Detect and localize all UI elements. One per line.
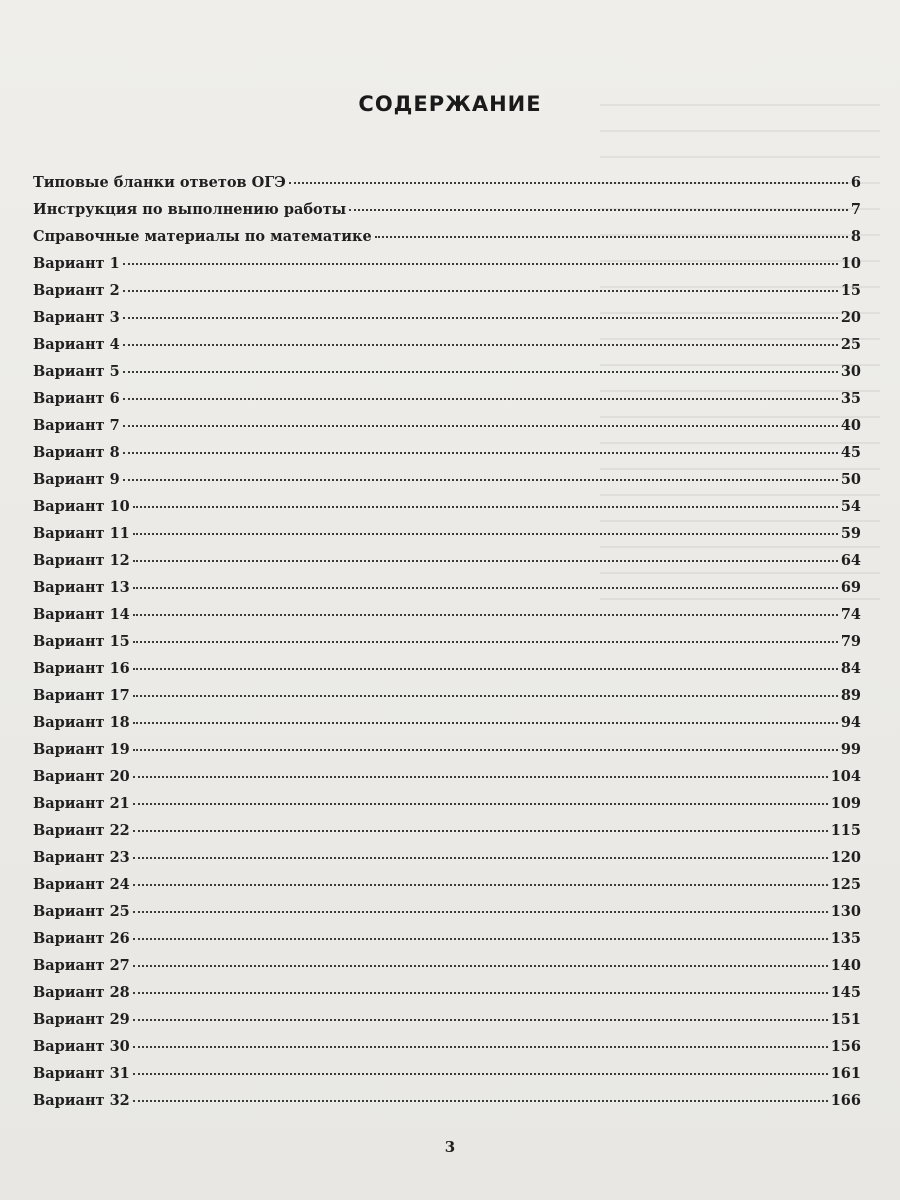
toc-entry-page: 79 xyxy=(840,633,861,650)
toc-entry-label: Вариант 27 xyxy=(33,957,130,974)
toc-entry-label: Вариант 3 xyxy=(33,309,120,326)
toc-entry xyxy=(33,903,861,930)
toc-entry-label: Вариант 12 xyxy=(33,552,130,569)
toc-entry xyxy=(33,984,861,1011)
toc-entry-page: 84 xyxy=(840,660,861,677)
toc-entry-label: Вариант 7 xyxy=(33,417,120,434)
toc-entry-label: Вариант 21 xyxy=(33,795,130,812)
toc-entry-label: Вариант 31 xyxy=(33,1065,130,1082)
toc-entry xyxy=(33,444,861,471)
toc-entry-label: Вариант 4 xyxy=(33,336,120,353)
toc-entry-label: Вариант 6 xyxy=(33,390,120,407)
toc-entry-label: Вариант 25 xyxy=(33,903,130,920)
toc-entry-label: Вариант 9 xyxy=(33,471,120,488)
toc-dot-leader xyxy=(133,1046,828,1048)
toc-entry-page: 69 xyxy=(840,579,861,596)
toc-dot-leader xyxy=(123,479,838,481)
toc-dot-leader xyxy=(133,695,838,697)
toc-dot-leader xyxy=(133,614,838,616)
toc-dot-leader xyxy=(133,857,828,859)
toc-entry xyxy=(33,768,861,795)
toc-entry xyxy=(33,525,861,552)
toc-entry-page: 89 xyxy=(840,687,861,704)
toc-entry-page: 115 xyxy=(830,822,861,839)
toc-entry-label: Вариант 23 xyxy=(33,849,130,866)
toc-entry xyxy=(33,822,861,849)
toc-entry xyxy=(33,1092,861,1119)
toc-entry xyxy=(33,579,861,606)
toc-entry-page: 156 xyxy=(830,1038,861,1055)
toc-entry-page: 120 xyxy=(830,849,861,866)
toc-entry-page: 10 xyxy=(840,255,861,272)
toc-entry-page: 99 xyxy=(840,741,861,758)
toc-entry-label: Вариант 11 xyxy=(33,525,130,542)
toc-entry-page: 15 xyxy=(840,282,861,299)
toc-entry xyxy=(33,741,861,768)
table-of-contents xyxy=(33,174,861,1119)
toc-entry-label: Вариант 14 xyxy=(33,606,130,623)
toc-dot-leader xyxy=(133,722,838,724)
toc-entry-page: 109 xyxy=(830,795,861,812)
toc-entry xyxy=(33,390,861,417)
toc-entry-label: Вариант 22 xyxy=(33,822,130,839)
toc-dot-leader xyxy=(133,776,828,778)
toc-entry xyxy=(33,552,861,579)
toc-entry-page: 135 xyxy=(830,930,861,947)
toc-dot-leader xyxy=(349,209,848,211)
toc-entry-page: 104 xyxy=(830,768,861,785)
toc-entry-page: 54 xyxy=(840,498,861,515)
toc-entry xyxy=(33,174,861,201)
toc-entry-page: 166 xyxy=(830,1092,861,1109)
toc-dot-leader xyxy=(123,317,838,319)
toc-entry-label: Вариант 16 xyxy=(33,660,130,677)
toc-entry-page: 50 xyxy=(840,471,861,488)
page-number: 3 xyxy=(444,1138,456,1156)
toc-entry xyxy=(33,471,861,498)
toc-entry xyxy=(33,714,861,741)
toc-entry xyxy=(33,849,861,876)
toc-entry xyxy=(33,498,861,525)
toc-entry-label: Вариант 1 xyxy=(33,255,120,272)
toc-dot-leader xyxy=(133,965,828,967)
toc-dot-leader xyxy=(123,398,838,400)
toc-dot-leader xyxy=(133,884,828,886)
toc-entry xyxy=(33,606,861,633)
toc-dot-leader xyxy=(133,641,838,643)
toc-entry-label: Вариант 5 xyxy=(33,363,120,380)
toc-entry xyxy=(33,1038,861,1065)
toc-entry-page: 20 xyxy=(840,309,861,326)
toc-entry-page: 145 xyxy=(830,984,861,1001)
toc-entry xyxy=(33,1011,861,1038)
toc-entry-label: Вариант 2 xyxy=(33,282,120,299)
toc-dot-leader xyxy=(123,425,838,427)
toc-entry-label: Инструкция по выполнению работы xyxy=(33,201,347,218)
toc-dot-leader xyxy=(133,830,828,832)
toc-entry-label: Вариант 13 xyxy=(33,579,130,596)
toc-dot-leader xyxy=(133,533,838,535)
toc-entry-page: 161 xyxy=(830,1065,861,1082)
toc-entry-label: Вариант 19 xyxy=(33,741,130,758)
toc-entry-page: 8 xyxy=(850,228,861,245)
toc-entry xyxy=(33,255,861,282)
toc-entry-page: 25 xyxy=(840,336,861,353)
toc-dot-leader xyxy=(133,1019,828,1021)
toc-entry-label: Вариант 10 xyxy=(33,498,130,515)
toc-entry-page: 130 xyxy=(830,903,861,920)
toc-entry-label: Вариант 29 xyxy=(33,1011,130,1028)
toc-dot-leader xyxy=(133,587,838,589)
toc-dot-leader xyxy=(123,452,838,454)
toc-dot-leader xyxy=(133,803,828,805)
toc-entry xyxy=(33,957,861,984)
toc-entry xyxy=(33,795,861,822)
toc-dot-leader xyxy=(133,1073,828,1075)
toc-entry-page: 7 xyxy=(850,201,861,218)
toc-entry-label: Вариант 8 xyxy=(33,444,120,461)
toc-dot-leader xyxy=(123,371,838,373)
toc-entry-label: Вариант 30 xyxy=(33,1038,130,1055)
toc-entry-label: Вариант 28 xyxy=(33,984,130,1001)
toc-entry-label: Вариант 20 xyxy=(33,768,130,785)
toc-entry-page: 6 xyxy=(850,174,861,191)
toc-dot-leader xyxy=(133,506,838,508)
toc-dot-leader xyxy=(133,1100,828,1102)
toc-entry-page: 74 xyxy=(840,606,861,623)
toc-entry-page: 94 xyxy=(840,714,861,731)
toc-entry-page: 40 xyxy=(840,417,861,434)
toc-dot-leader xyxy=(133,749,838,751)
toc-entry-page: 30 xyxy=(840,363,861,380)
toc-entry xyxy=(33,930,861,957)
toc-dot-leader xyxy=(133,668,838,670)
toc-entry xyxy=(33,228,861,255)
toc-dot-leader xyxy=(123,290,838,292)
toc-entry-label: Справочные материалы по математике xyxy=(33,228,372,245)
toc-entry-page: 151 xyxy=(830,1011,861,1028)
toc-dot-leader xyxy=(123,344,838,346)
toc-entry xyxy=(33,633,861,660)
toc-dot-leader xyxy=(133,911,828,913)
toc-entry-page: 140 xyxy=(830,957,861,974)
toc-entry-page: 59 xyxy=(840,525,861,542)
toc-entry-page: 64 xyxy=(840,552,861,569)
toc-entry xyxy=(33,336,861,363)
page-title: СОДЕРЖАНИЕ xyxy=(358,92,542,116)
toc-entry-label: Вариант 18 xyxy=(33,714,130,731)
toc-entry-label: Вариант 32 xyxy=(33,1092,130,1109)
toc-entry-label: Вариант 17 xyxy=(33,687,130,704)
toc-entry xyxy=(33,201,861,228)
toc-dot-leader xyxy=(375,236,848,238)
toc-entry-label: Вариант 15 xyxy=(33,633,130,650)
toc-entry xyxy=(33,660,861,687)
toc-entry-label: Вариант 24 xyxy=(33,876,130,893)
toc-entry xyxy=(33,309,861,336)
toc-dot-leader xyxy=(289,182,848,184)
toc-dot-leader xyxy=(133,560,838,562)
toc-entry xyxy=(33,417,861,444)
toc-entry xyxy=(33,363,861,390)
toc-entry-page: 125 xyxy=(830,876,861,893)
toc-entry xyxy=(33,1065,861,1092)
toc-entry xyxy=(33,282,861,309)
toc-entry-page: 35 xyxy=(840,390,861,407)
toc-dot-leader xyxy=(133,992,828,994)
toc-dot-leader xyxy=(123,263,838,265)
toc-entry xyxy=(33,876,861,903)
toc-entry-page: 45 xyxy=(840,444,861,461)
toc-dot-leader xyxy=(133,938,828,940)
toc-entry xyxy=(33,687,861,714)
toc-entry-label: Вариант 26 xyxy=(33,930,130,947)
toc-entry-label: Типовые бланки ответов ОГЭ xyxy=(33,174,286,191)
